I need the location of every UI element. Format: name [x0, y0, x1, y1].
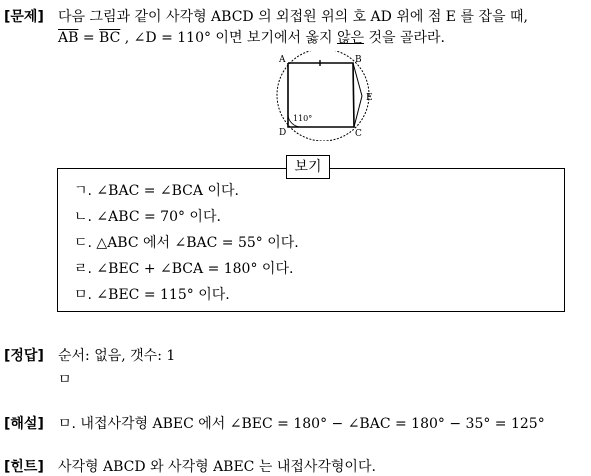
label-d: D [279, 128, 287, 138]
option-1 [74, 180, 239, 200]
option-4-text: ∠BEC + ∠BCA = 180° 이다. [91, 261, 294, 277]
explanation-text: ㅁ. 내접사각형 ABEC 에서 ∠BEC = 180° − ∠BAC = 180° − 35° = 125° [58, 416, 545, 432]
option-3-marker: ㄷ. [74, 235, 92, 251]
option-2-text: ∠ABC = 70° 이다. [91, 209, 221, 225]
option-3-text: △ABC 에서 ∠BAC = 55° 이다. [91, 235, 299, 251]
label-e: E [366, 93, 373, 103]
problem-line-2-mid: , ∠D = 110° 이면 보기에서 옳지 [120, 30, 337, 46]
option-1-text: ∠BAC = ∠BCA 이다. [91, 183, 239, 199]
answer-line-2: ㅁ [58, 372, 72, 388]
option-5-marker: ㅁ. [74, 287, 92, 303]
problem-tag: [문제] [4, 9, 44, 25]
problem-line-2 [58, 27, 445, 47]
option-1-marker: ㄱ. [74, 183, 92, 199]
segment-ec [354, 96, 362, 127]
option-4-marker: ㄹ. [74, 261, 92, 277]
answer-line-1: 순서: 없음, 갯수: 1 [58, 348, 176, 364]
answer-tag: [정답] [4, 348, 44, 364]
option-4 [74, 258, 293, 278]
option-5-text: ∠BEC = 115° 이다. [91, 287, 230, 303]
explanation-tag: [해설] [4, 416, 44, 432]
problem-line-2-end: 것을 골라라. [364, 30, 446, 46]
option-2-marker: ㄴ. [74, 209, 92, 225]
problem-line-1: 다음 그림과 같이 사각형 ABCD 의 외접원 위의 호 AD 위에 점 E 를 잡을 때, [58, 9, 528, 25]
option-5 [74, 284, 230, 304]
hint-text: 사각형 ABCD 와 사각형 ABEC 는 내접사각형이다. [58, 459, 376, 475]
segment-ab: $\overline{AB}$ [58, 30, 79, 46]
underlined-word: 않은 [336, 30, 365, 46]
equals-sign: = [78, 30, 100, 46]
cyclic-quadrilateral-figure [271, 51, 381, 141]
option-2 [74, 206, 221, 226]
label-c: C [355, 129, 362, 139]
hint-tag: [힌트] [4, 459, 44, 475]
segment-bc: $\overline{BC}$ [99, 30, 121, 46]
label-a: A [279, 55, 286, 65]
option-3 [74, 232, 299, 252]
angle-d-label: 110° [293, 114, 313, 123]
options-box-title: 보기 [286, 155, 330, 179]
label-b: B [355, 55, 362, 65]
